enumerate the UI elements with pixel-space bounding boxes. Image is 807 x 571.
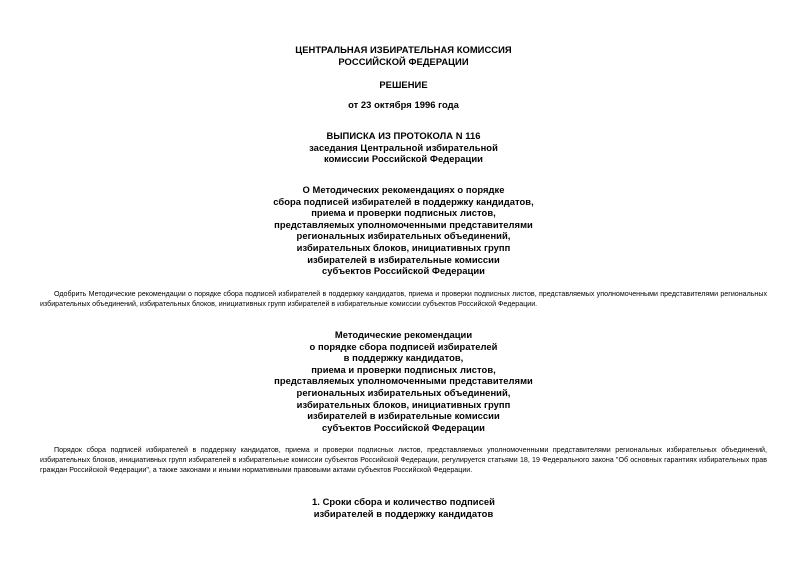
decision-paragraph-line: Одобрить Методические рекомендации о порядке сбора подписей избирателей в поддержку кандидатов, приема и проверки подписных листов, представляемых уполномоченными представителями региональных (54, 290, 767, 298)
commission-name-line-2: РОССИЙСКОЙ ФЕДЕРАЦИИ (338, 55, 469, 67)
commission-header (0, 44, 807, 67)
intro-paragraph-line: граждан Российской Федерации", а также законами и иными нормативными правовыми актами субъектов Российской Федерации. (40, 466, 473, 475)
subject-title-line: представляемых уполномоченными представителями (274, 218, 533, 230)
section-1-title-line: избирателей в поддержку кандидатов (313, 507, 494, 519)
intro-paragraph (40, 445, 767, 476)
decision-subject-title (0, 184, 807, 277)
protocol-line-1: ВЫПИСКА ИЗ ПРОТОКОЛА N 116 (326, 130, 481, 141)
recommendations-title-line: в поддержку кандидатов, (343, 352, 464, 364)
intro-paragraph-line: избирательных блоков, инициативных групп избирателей в избирательные комиссии субъектов Российской Федерации, регулируется статьями 18, 19 Федерального закона "Об основных гарантиях избирательных прав (40, 456, 767, 465)
subject-title-line: избирателей в избирательные комиссии (307, 253, 500, 265)
document-type-heading (0, 79, 807, 91)
document-date-block (0, 99, 807, 111)
subject-title-line: избирательных блоков, инициативных групп (296, 241, 511, 253)
section-1-title (0, 496, 807, 519)
recommendations-title-line: приема и проверки подписных листов, (311, 363, 496, 375)
commission-name-line-1: ЦЕНТРАЛЬНАЯ ИЗБИРАТЕЛЬНАЯ КОМИССИЯ (295, 44, 512, 55)
subject-title-line: региональных избирательных объединений, (296, 230, 511, 242)
subject-title-line: субъектов Российской Федерации (322, 265, 485, 277)
recommendations-title-line: избирателей в избирательные комиссии (307, 410, 500, 422)
recommendations-title-line: Методические рекомендации (334, 329, 473, 340)
recommendations-title-line: региональных избирательных объединений, (296, 386, 511, 398)
recommendations-title-line: о порядке сбора подписей избирателей (309, 340, 498, 352)
protocol-line-2: заседания Центральной избирательной (309, 141, 498, 153)
recommendations-title-line: субъектов Российской Федерации (322, 421, 485, 433)
section-1-title-line: 1. Сроки сбора и количество подписей (312, 496, 495, 507)
protocol-line-3: комиссии Российской Федерации (324, 153, 483, 165)
intro-paragraph-line: Порядок сбора подписей избирателей в поддержку кандидатов, приема и проверки подписных листов, представляемых уполномоченными представителями региональных избирательных объединений, (54, 446, 767, 454)
recommendations-title-line: представляемых уполномоченными представителями (274, 375, 533, 387)
decision-paragraph-line: избирательных объединений, избирательных блоков, инициативных групп избирателей в избирательные комиссии субъектов Российской Федерации. (40, 300, 538, 309)
recommendations-title-line: избирательных блоков, инициативных групп (296, 398, 511, 410)
subject-title-line: приема и проверки подписных листов, (311, 207, 496, 219)
recommendations-title (0, 329, 807, 433)
protocol-extract-heading (0, 130, 807, 165)
decision-paragraph (40, 289, 767, 309)
document-date: от 23 октября 1996 года (348, 99, 459, 110)
subject-title-line: О Методических рекомендациях о порядке (302, 184, 505, 195)
subject-title-line: сбора подписей избирателей в поддержку кандидатов, (273, 195, 534, 207)
document-type: РЕШЕНИЕ (379, 79, 428, 90)
